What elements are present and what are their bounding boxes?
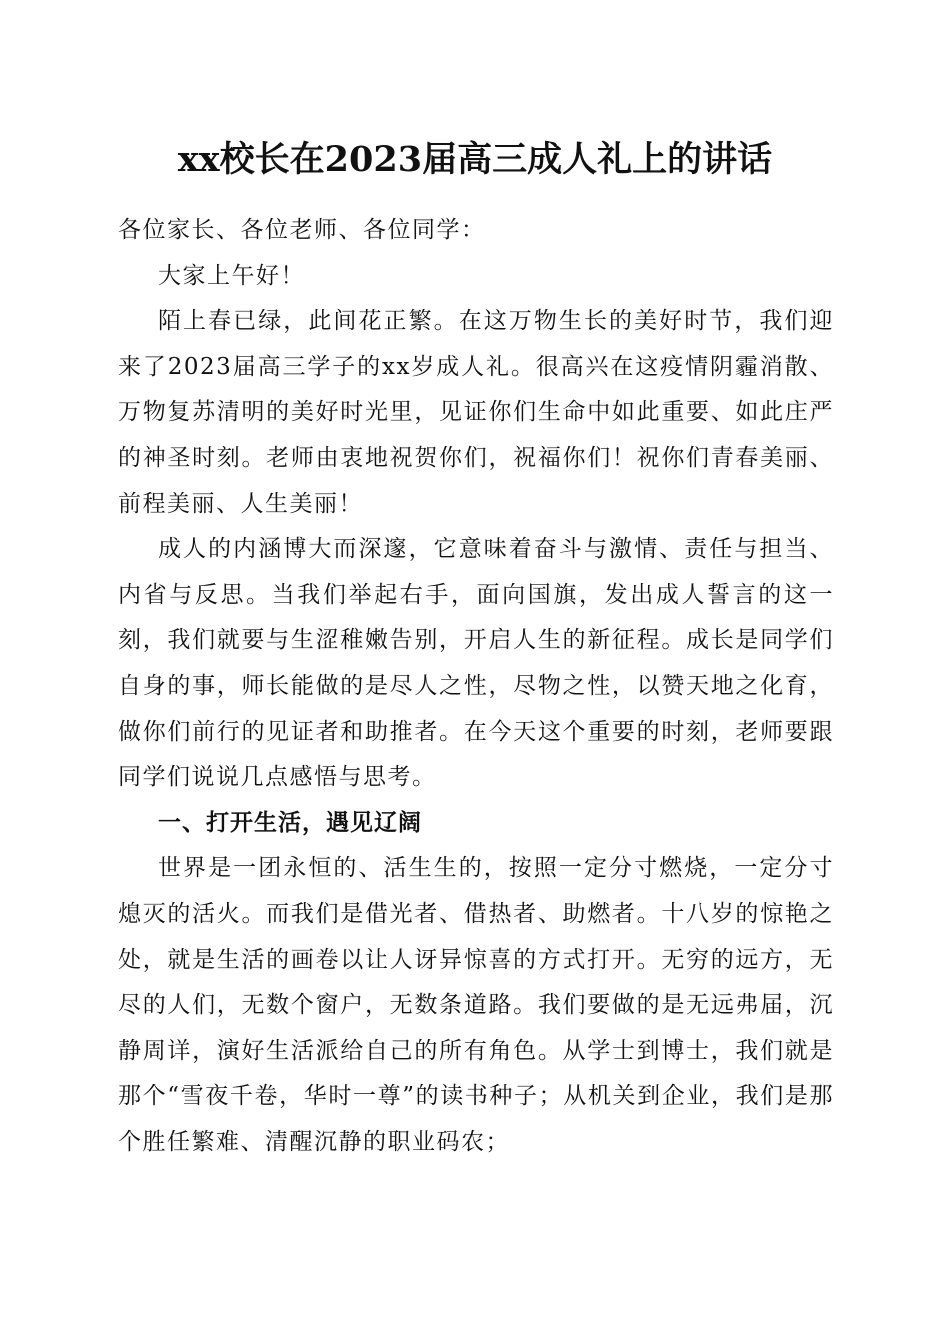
paragraph-meaning: 成人的内涵博大而深邃，它意味着奋斗与激情、责任与担当、内省与反思。当我们举起右手，面向国旗，发出成人誓言的这一刻，我们就要与生涩稚嫩告别，开启人生的新征程。成长是同学们自身的事，师长能做的是尽人之性，尽物之性，以赞天地之化育，做你们前行的见证者和助推者。在今天这个重要的时刻，老师要跟同学们说说几点感悟与思考。 bbox=[118, 536, 834, 791]
document-body bbox=[118, 208, 834, 1165]
section-heading: 一、打开生活，遇见辽阔 bbox=[158, 809, 422, 836]
paragraph-intro: 陌上春已绿，此间花正繁。在这万物生长的美好时节，我们迎来了2023届高三学子的xx岁成人礼。很高兴在这疫情阴霾消散、万物复苏清明的美好时光里，见证你们生命中如此重要、如此庄严的神圣时刻。老师由衷地祝贺你们，祝福你们！祝你们青春美丽、前程美丽、人生美丽！ bbox=[118, 308, 834, 517]
document-title: xx校长在2023届高三成人礼上的讲话 bbox=[177, 139, 773, 180]
section-paragraph: 世界是一团永恒的、活生生的，按照一定分寸燃烧，一定分寸熄灭的活火。而我们是借光者、借热者、助燃者。十八岁的惊艳之处，就是生活的画卷以让人讶异惊喜的方式打开。无穷的远方，无尽的人们，无数个窗户，无数条道路。我们要做的是无远弗届，沉静周详，演好生活派给自己的所有角色。从学士到博士，我们就是那个“雪夜千卷，华时一尊”的读书种子；从机关到企业，我们是那个胜任繁难、清醒沉静的职业码农； bbox=[118, 855, 834, 1155]
greeting: 大家上午好！ bbox=[158, 262, 305, 289]
salutation: 各位家长、各位老师、各位同学： bbox=[118, 217, 486, 243]
